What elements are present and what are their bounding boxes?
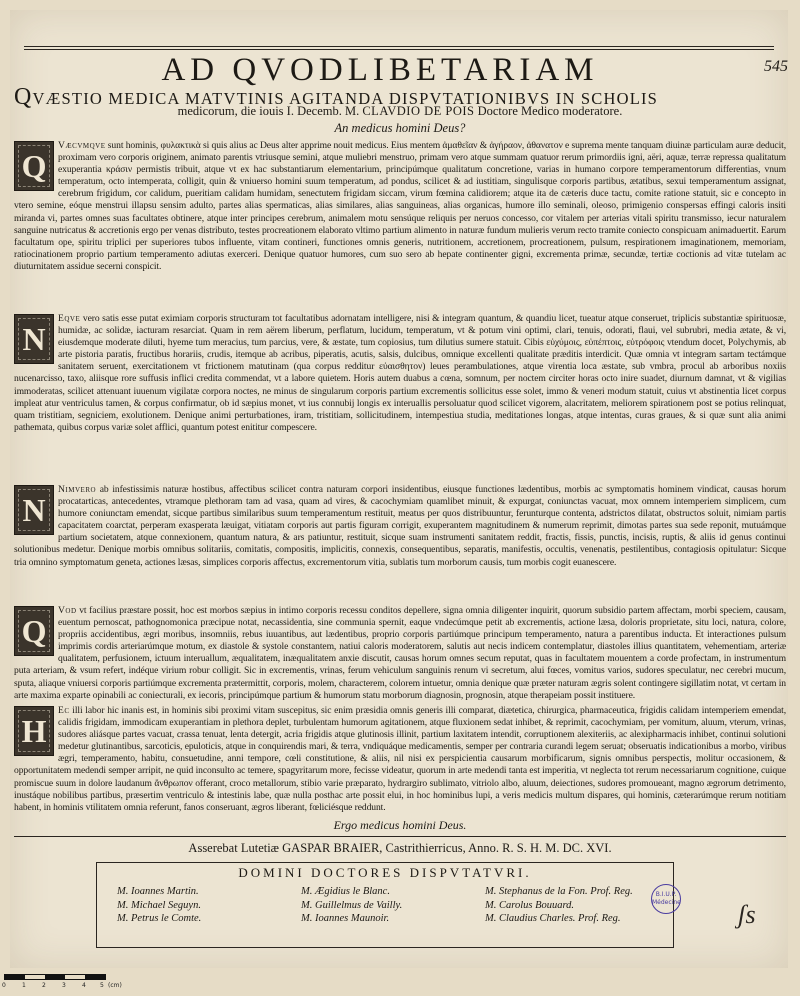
scale-bar: [0, 970, 120, 996]
doctor-name: M. Carolus Bouuard.: [485, 899, 575, 911]
question-initial: Q: [14, 84, 33, 110]
stamp-line-2: Médecine: [652, 899, 681, 906]
scale-segment: [85, 975, 105, 979]
doctor-name: M. Ægidius le Blanc.: [301, 886, 390, 897]
drop-cap-1: Q: [14, 141, 54, 191]
paragraph-text: sunt hominis, φυλακτικὰ si quis alius ac Deus alter apprime nouit medicus. Eius mentem ἀμαθεῖαν & ἀγήραον, ἀθανατον e suprema mente tanquam diuinæ particulam auræ deducit, proximam vero corporis originem, animato parentis vtriusque semini, atque muliebri menstruo, primam vero atque summam quatuor rerum primordiis igni, aëri, aquæ, terræ repressa qualitatum exuperantia κράσιν permistis tribuit, atque vt ex hac substantiarum elementarium, principúmque qualitatum concretione, varias in humano corpore temperamentorum differentias, vnum temperatum, octo intemperata, colligit, quin & vniuerso homini suum temperatum, ad pondus, scilicet & ad iustitiam, singulisque corporis partibus, ætatibus, sexui temperamentum assignat, cerebrum frigidum, cor calidum, pueritiam calidam humidam, senectutem frigidam siccam, virum fœmina calidiorem; atque ita de cæteris duce tactu, comite ratione statuit, sic e concepto in vtero semine, eóque menstrui illapsu sensim adulto, partes alias spermaticas, alias similares, alias sanguineas, alias organicas, humore illo seminali, oleoso, primigenio conspersas effingi caloris insiti miranda vi, partes omnes suas facultates obtinere, atque inter principes cerebrum, animalem motu sensúque reliquis per neruos concesso, cor vitalem per arterias vitali spiritu transmisso, iecur naturalem sanguine nutricatus & accretionis ergo per venas distributo, testes procreationem elaborato vltimo partium alimento in naturæ fundum mulieris verum recto tramite coniecto conspicuam animaduertit. Earum facultatum ope, spiritu triplici per superiores tubos influente, vitam contineri, functiones omnis generis, nutritionem, accretionem, procreationem, pulsum, respirationem imaginationem, memoriam, ratiocinationem proprio partium temperamento adiutas exerceri. Denique quatuor humores, cum suo sero ab hepate continenter gigni, excrementa primæ, secundæ, tertiæ coctionis ad vitæ tutelam ac diuturnitatem assidue secerni conspicit.: [14, 140, 786, 272]
subline-pre: medicorum: [177, 104, 235, 118]
separator-rule: [14, 836, 786, 837]
doctors-column-1: [117, 885, 201, 926]
scale-segment: [5, 975, 25, 979]
paragraph-text: illi labor hic inanis est, in hominis sibi proximi vitam suscepitus, sic enim præsidia omnis generis illi comparat, diætetica, chirurgica, pharmaceutica, frigidis calidam intemperiem emendat, calidis frigidam, immodicam exuperantiam in plethora deplet, turbulentam humorum agitationem, atque fluxionem sedat inhibet, & reprimit, cacochymiam, per vomitum, aluum, vterum, vrinas, sudores aliásque partes vacuat, crassa tenuat, lenta detergit, acria frigidis atque glutinosis illinit, partium laxitatem intendit, corruptionem alexiteriis, ac alexipharmacis inhibet, continui solutioni medetur glutinantibus, sarcoticis, epuloticis, atque in conquirendis mari, & terra, vndiquáque medicamentis, semper per contraria curandi legem seruat; obseruatis indicationibus a morbo, viribus ægri, temperamento, habitu, consuetudine, anni tempore, cœli constitutione, & aliis, nil nisi ex perspicientia causarum morbificarum, signis omnibus perspectis, molitur occasionem, & opportunitatem medendi semper arripit, ne quid inconsulto ac temere, spagyritarum more, fecisse videatur, quorum in arte medendi tanta est imperitia, vt neglecta tot rerum necessariarum cognitione, cuique promiscue suum in dolore laudanum ἄνθρωπον offerant, croco metallorum, stibio varie præparato, hydrargiro sublimato, vitriolo albo, aluum, deiectiones, sudores promoueant, magno ægrorum detrimento, inustáque nobilibus partibus, præsertim ventriculo & intestinis labe, quæ nulla posthac arte possit elui, in hoc hominibus lupi, a veris medicis multum dispares, qui hominis, cæterarúmque rerum notitiam habent, in hominis vtilitatem omnia referunt, fanos conseruant, ægros liberant, fœliciésque reddunt.: [14, 705, 786, 813]
drop-cap-2: N: [14, 314, 54, 364]
paragraph-lead: Eqve: [58, 313, 81, 324]
top-rule-2: [24, 49, 774, 50]
scale-label: 0: [2, 982, 6, 989]
doctors-box: [96, 862, 674, 948]
paragraph-1: [14, 140, 786, 273]
scale-label: (cm): [108, 982, 122, 989]
subline-post: Doctore Medico moderatore.: [474, 104, 623, 118]
doctors-column-2: [301, 885, 402, 926]
paragraph-lead: Ec: [58, 705, 70, 716]
drop-cap-3: N: [14, 485, 54, 535]
drop-cap-5: H: [14, 706, 54, 756]
question-text: VÆSTIO MEDICA MATVTINIS AGITANDA DISPVTATIONIBVS IN SCHOLIS: [32, 89, 659, 108]
doctor-name: M. Ioannes Maunoir.: [301, 913, 390, 924]
paragraph-2: [14, 313, 786, 434]
scale-label: 2: [42, 982, 46, 989]
doctor-name: M. Stephanus de la Fon. Prof. Reg.: [485, 886, 633, 897]
doctors-list: [105, 885, 665, 945]
paragraph-text: vero satis esse putat eximiam corporis structuram tot facultatibus adornatam intelligere, nisi & integram quantum, & quandiu licet, tueatur atque conseruet, triplicis substantiæ spirituosæ, humidæ, ac solidæ, iacturam resarciat. Quam in rem aërem liberum, perflatum, lucidum, temperatum, vt & potum vini optimi, clari, tenuis, odorati, flaui, vel subrubri, media ætate, & vi, eiusdemque moderate diluti, hyeme tum meracius, tum parcius, vere, & æstate, tum copiosius, tum dilutius sumere statuit. Cibis εὐχύμοις, εὐπέπτοις, εὐτρόφοις vtendum docet, Polychymis, ab arte pistoria paratis, fructibus horariis, crudis, itemque ab acribus, piperatis, acutis, salsis, dulcibus, omnique excellenti qualitate præditis interdicit. Quæ omnia vt integram sartam tectámque sanitatem seruent, exercitationem vt frictionem matutinam (qua corpus redditur εὐαισθητον) leues perambulationes, atque virentia loca æstate, sub vmbra, procul ab arboribus noxiis nucenarcisso, taxo, aliisque rore suffusis inflici credita commendat, vt a labore quietem. Horis autem duabus a cœna, somnum, per noctem circiter horas octo inire suadet, diurnum damnat, vt & vigilias immoderatas, scilicet attenuant iuuenum vigilatæ corpora noctes, ne minus de singularum corporis partium excrementis sollicitus esse solet, immo & veneri modum statuit, cuius vt abstinentia licet corpus impleat atur ventriculus tamen, & corpus confirmatur, ob id sæpius monet, vt ius connubij longis ex interuallis persoluatur quod scilicet vigorem, alacritatem, meliorem spirationem post se potius relinquat, quam tristitiam, segniciem, exolutionem. Denique animi perturbationes, iram, tristitiam, sollicitudinem, intempestiua studia, meditationes longas, atque intentas, curas graues, & si quæ sunt alia animi pathemata, quibus corpus variæ solet afflici, quantum potest enititur compescere.: [14, 313, 786, 433]
scale-bar-track: [4, 974, 106, 980]
moderator-name: CLAVDIO DE POIS: [362, 104, 475, 118]
doctor-name: M. Guillelmus de Vailly.: [301, 899, 403, 911]
paragraph-4: [14, 605, 786, 702]
top-rule: [24, 46, 774, 47]
page-number: 545: [764, 58, 788, 75]
scale-label: 1: [22, 982, 26, 989]
page-title: AD QVODLIBETARIAM: [161, 52, 599, 88]
stamp-line-1: B.I.U.P.: [655, 891, 677, 898]
scale-label: 3: [62, 982, 66, 989]
paragraph-text: vt facilius præstare possit, hoc est morbos sæpius in intimo corporis recessu conditos depellere, signa omnia diligenter inquirit, quorum subsidio partem affectam, morbi speciem, causam, euentum pernoscat, pathognomonica præcipue notat, necassidentia, sine communia spernit, eaque vndecúmque petit ab excrementis, actione læsa, doloris proprietate, situ loci, natura, colore, propriis accidentibus, ægri moribus, insomniis, rebus iuuantibus, aut lædentibus, proprio corporis partiúmque principum temperamento, natura a parentibus inducta. Et interactiones pulsum imprimis cordis arteriarúmque motum, ex diastole & systole constantem, natiui caloris moderatorem, salutis aut necis indicem contemplatur, diastoles illius quantitatem, vehementiam, arteriæ qualitatem, perfusionem, ictuum interuallum, æqualitatem, inæqualitatem anxie discutit, causas horum omnes secum reputat, quas in facultatem mouentem a corde profectam, in instrumentum puta arteriam, & vsum refert, indéque virium robur colligit. Sic in excrementis, vrinas, ferum vehiculum sanguinis renum vi secretum, alui fœces, vomitus varios, sudores speculatur, nec cerebri mucum, sputa, aliaque vniuersi corporis partiúmque excrementa prætermittit, corporis, molem, characterem, colorem intuetur, omnia denique quæ præter naturam ægris solent contingere sigillatim notat, vt certam in arte maxima exparte opinabili ac coniecturali, ex iecoris, principúmque partium & humorum statu morborum diagnosin, prognosin, atque therapeiam possit instituere.: [14, 605, 786, 701]
paragraph-lead: Nimvero: [58, 484, 97, 495]
conclusion: Ergo medicus homini Deus.: [333, 818, 467, 832]
paragraph-5: [14, 705, 786, 814]
paragraph-3: [14, 484, 786, 569]
subline-mid: , die iouis I. Decemb. M.: [234, 104, 363, 118]
doctor-name: M. Petrus le Comte.: [117, 913, 202, 924]
doctor-name: M. Michael Seguyn.: [117, 899, 201, 911]
scale-label: 5: [100, 982, 104, 989]
thesis-question: An medicus homini Deus?: [334, 121, 466, 135]
paragraph-lead: Vod: [58, 605, 77, 616]
paragraph-text: ab infestissimis naturæ hostibus, affectibus scilicet contra naturam corpori insidentibus, eiusque functiones lædentibus, morbis ac symptomatis hominem vindicat, causas horum procatarticas, antecedentes, vtramque plethoram tam ad vasa, quam ad vires, & cacochymiam quamlibet minuit, & expurgat, coniunctas vacuat, mox omnem intemperiem simplicem, cum humore coniunctam emendat, sicque partibus similaribus suum temperamentum restituit, meatus per quos distribuuntur, ferunturque contenta, adstrictos dilatat, obstructos soluit, nimiam partis capacitatem coarctat, perperam exasperata læuigat, vitiatam corporis aut partis figuram corrigit, exuperantem magnitudinem & numerum reprimit, dimotas partes sua sede reponit, mutuámque partium societatem, atque connexionem, quantum natura, & ars patiuntur, restituit, sicque suam instrumenti sanitatem reddit, fractis, fissis, punctis, incisis, ruptis, & aliis id genus continui solutionibus medetur. Denique morbis omnibus solitariis, comitatis, compositis, implicitis, connexis, consequentibus, separatis, manifestis, occultis, venenatis, pestilentibus, contagiosis opitulatur: Sicque tria omnino symptomatum geneta, actiones læsas, simplices corporis affectus, excrementorum vitia, sublatis tum morborum causis, tum morbis cogit euanescere.: [14, 484, 786, 568]
scale-segment: [45, 975, 65, 979]
doctor-name: M. Ioannes Martin.: [117, 886, 199, 897]
paragraph-lead: Væcvmqve: [58, 140, 106, 151]
library-stamp: [651, 884, 681, 914]
doctors-box-title: DOMINI DOCTORES DISPVTATVRI.: [238, 865, 532, 880]
doctors-column-3: [485, 885, 633, 926]
drop-cap-4: Q: [14, 606, 54, 656]
scale-label: 4: [82, 982, 86, 989]
doctor-name: M. Claudius Charles. Prof. Reg.: [485, 913, 621, 924]
manuscript-mark: ʃs: [738, 900, 756, 929]
subline: [0, 104, 800, 119]
printer-line: Asserebat Lutetiæ GASPAR BRAIER, Castrithierricus, Anno. R. S. H. M. DC. XVI.: [188, 841, 612, 855]
